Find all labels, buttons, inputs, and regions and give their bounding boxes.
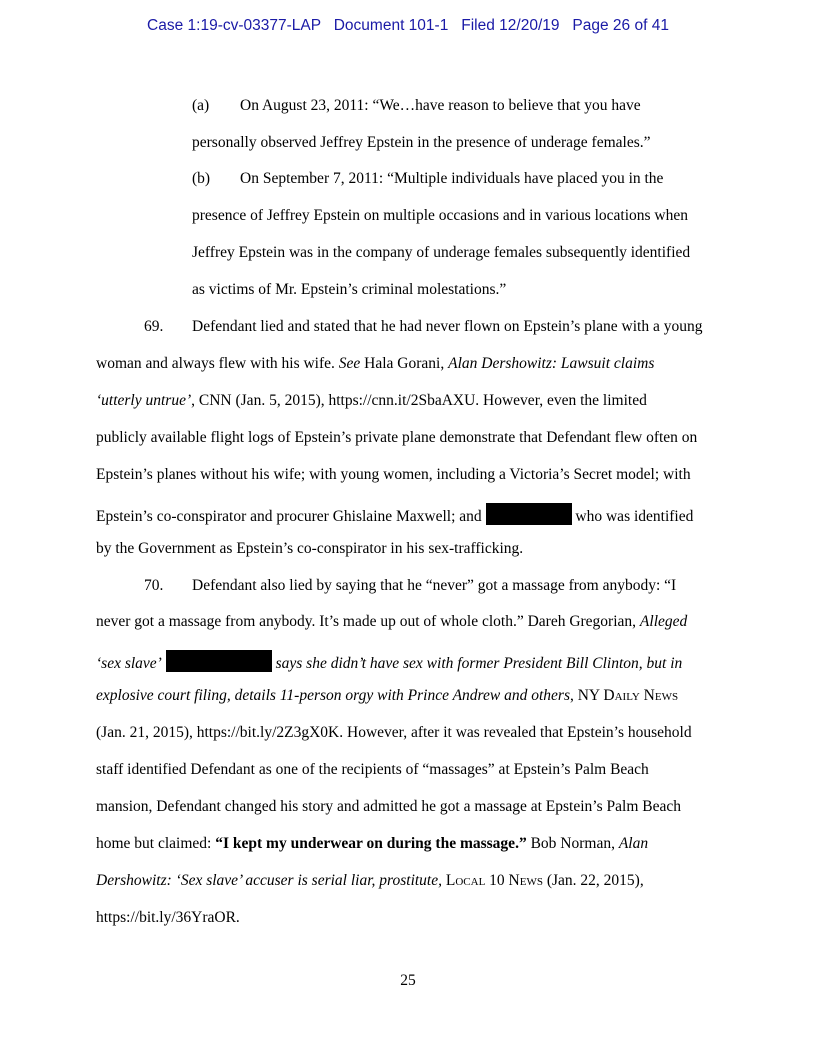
ecf-header [0, 17, 816, 35]
document-number: Document 101-1 [333, 17, 449, 34]
case-number: Case 1:19-cv-03377-LAP [147, 17, 321, 34]
redaction-box [486, 503, 572, 525]
item-b-line-2: presence of Jeffrey Epstein on multiple occasions and in various locations when [192, 207, 689, 224]
underwear-quote: “I kept my underwear on during the massage.” [215, 835, 527, 852]
paragraph-69-line-5: Epstein’s planes without his wife; with young women, including a Victoria’s Secret model; with [96, 466, 691, 483]
cnn-article-title-cont: ‘utterly untrue’ [96, 392, 192, 409]
paragraph-70-line-9: Dershowitz: ‘Sex slave’ accuser is serial liar, prostitute, Local 10 News (Jan. 22, 2015), [96, 872, 644, 889]
page-number: 25 [400, 972, 416, 989]
publication-name: Daily News [603, 687, 679, 704]
publication-name: Local 10 News [445, 872, 543, 889]
item-b-label: (b) [192, 170, 211, 187]
daily-news-article-title: Alleged [639, 613, 688, 630]
paragraph-69-number: 69. [144, 318, 164, 335]
item-b-line-3: Jeffrey Epstein was in the company of underage females subsequently identified [192, 244, 691, 261]
paragraph-69-line-3: ‘utterly untrue’, CNN (Jan. 5, 2015), https://cnn.it/2SbaAXU. However, even the limited [96, 392, 647, 409]
paragraph-69-line-4: publicly available flight logs of Epstein’s private plane demonstrate that Defendant flew often on [96, 429, 698, 446]
paragraph-70-line-8: home but claimed: “I kept my underwear on during the massage.” Bob Norman, Alan [96, 835, 649, 852]
paragraph-70-line-3: ‘sex slave’ says she didn’t have sex with former President Bill Clinton, but in [96, 650, 682, 673]
local10-article-title: Alan [618, 835, 649, 852]
item-a-label: (a) [192, 97, 210, 114]
item-a-line-1: On August 23, 2011: “We…have reason to believe that you have [240, 97, 641, 114]
paragraph-69-line-7: by the Government as Epstein’s co-conspirator in his sex-trafficking. [96, 540, 524, 557]
item-b-line-1: On September 7, 2011: “Multiple individuals have placed you in the [240, 170, 664, 187]
paragraph-70-line-1: Defendant also lied by saying that he “never” got a massage from anybody: “I [192, 577, 677, 594]
paragraph-69-line-2: woman and always flew with his wife. See Hala Gorani, Alan Dershowitz: Lawsuit claims [96, 355, 655, 372]
paragraph-70-number: 70. [144, 577, 164, 594]
paragraph-70-line-10: https://bit.ly/36YraOR. [96, 909, 240, 926]
page-of-pages: Page 26 of 41 [572, 17, 669, 34]
paragraph-70-line-5: (Jan. 21, 2015), https://bit.ly/2Z3gX0K. However, after it was revealed that Epstein’s household [96, 724, 692, 741]
redaction-box [166, 650, 272, 672]
paragraph-70-line-6: staff identified Defendant as one of the recipients of “massages” at Epstein’s Palm Beach [96, 761, 649, 778]
paragraph-70-line-4: explosive court filing, details 11-person orgy with Prince Andrew and others, NY Daily News [96, 687, 679, 704]
paragraph-69-line-1: Defendant lied and stated that he had never flown on Epstein’s plane with a young [192, 318, 703, 335]
filed-date: Filed 12/20/19 [461, 17, 560, 34]
paragraph-70-line-2: never got a massage from anybody. It’s made up out of whole cloth.” Dareh Gregorian, Alleged [96, 613, 688, 630]
paragraph-70-line-7: mansion, Defendant changed his story and admitted he got a massage at Epstein’s Palm Beach [96, 798, 681, 815]
paragraph-69-line-6: Epstein’s co-conspirator and procurer Ghislaine Maxwell; and who was identified [96, 503, 693, 526]
cnn-article-title: Alan Dershowitz: Lawsuit claims [448, 355, 655, 372]
item-a-line-2: personally observed Jeffrey Epstein in the presence of underage females.” [192, 134, 651, 151]
item-b-line-4: as victims of Mr. Epstein’s criminal molestations.” [192, 281, 507, 298]
see-signal: See [338, 355, 361, 372]
